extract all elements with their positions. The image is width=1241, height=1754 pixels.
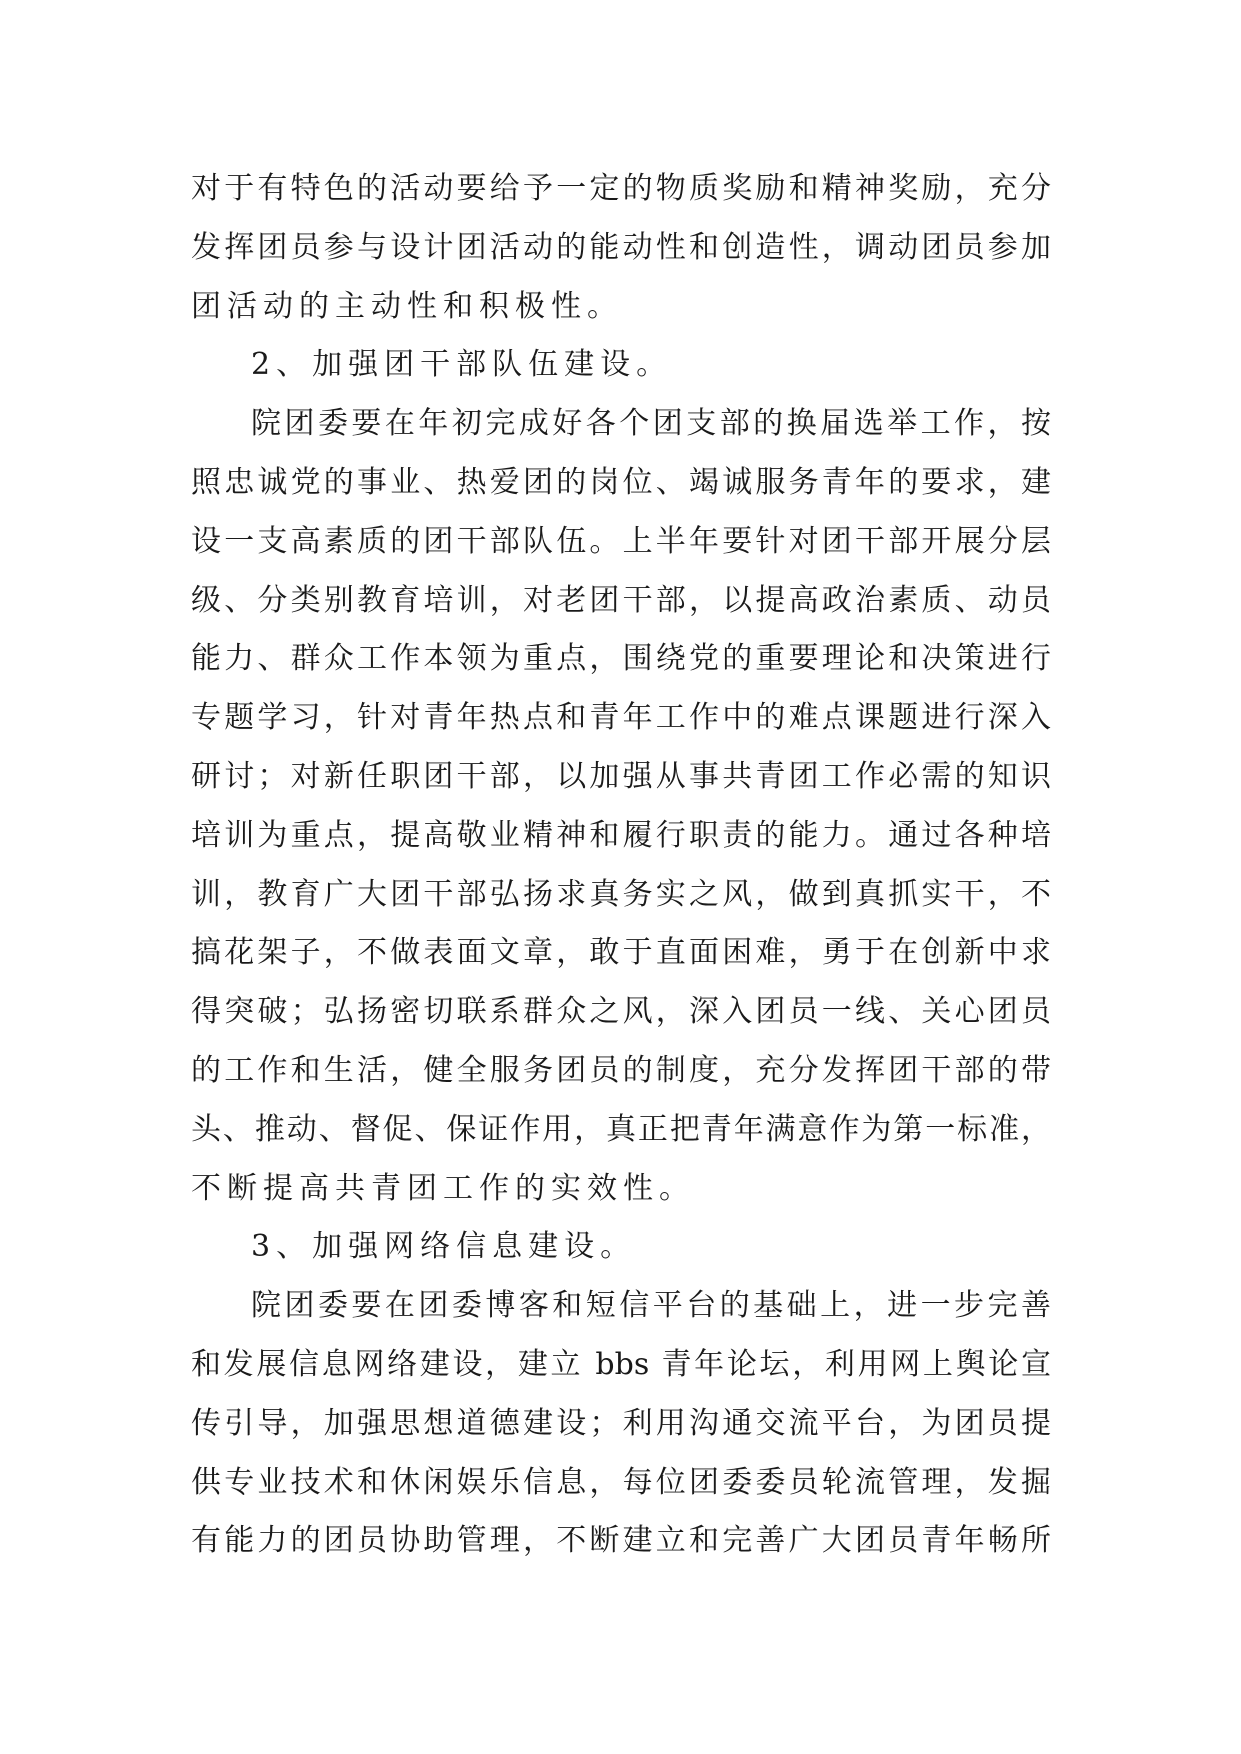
text-line: 和发展信息网络建设，建立 bbs 青年论坛，利用网上舆论宣 bbox=[191, 1346, 1051, 1382]
text-line: 对于有特色的活动要给予一定的物质奖励和精神奖励，充分 bbox=[191, 171, 1051, 206]
text-line: 照忠诚党的事业、热爱团的岗位、竭诚服务青年的要求，建 bbox=[191, 464, 1051, 500]
section-heading: 2、加强团干部队伍建设。 bbox=[251, 347, 673, 383]
text-line: 发挥团员参与设计团活动的能动性和创造性，调动团员参加 bbox=[191, 229, 1051, 265]
text-line: 训，教育广大团干部弘扬求真务实之风，做到真抓实干，不 bbox=[191, 876, 1051, 912]
text-line: 不断提高共青团工作的实效性。 bbox=[191, 1170, 695, 1206]
text-line: 有能力的团员协助管理，不断建立和完善广大团员青年畅所 bbox=[191, 1523, 1051, 1559]
section-heading: 3、加强网络信息建设。 bbox=[251, 1229, 637, 1265]
text-line: 设一支高素质的团干部队伍。上半年要针对团干部开展分层 bbox=[191, 523, 1051, 559]
text-line: 的工作和生活，健全服务团员的制度，充分发挥团干部的带 bbox=[191, 1052, 1051, 1088]
text-line: 得突破；弘扬密切联系群众之风，深入团员一线、关心团员 bbox=[191, 994, 1051, 1030]
text-line: 研讨；对新任职团干部，以加强从事共青团工作必需的知识 bbox=[191, 758, 1051, 794]
text-line: 头、推动、督促、保证作用，真正把青年满意作为第一标准， bbox=[191, 1111, 1051, 1147]
text-line: 搞花架子，不做表面文章，敢于直面困难，勇于在创新中求 bbox=[191, 935, 1051, 971]
text-line: 能力、群众工作本领为重点，围绕党的重要理论和决策进行 bbox=[191, 641, 1051, 677]
text-line: 院团委要在年初完成好各个团支部的换届选举工作，按 bbox=[251, 406, 1051, 442]
document-body bbox=[191, 160, 1051, 1571]
text-line: 专题学习，针对青年热点和青年工作中的难点课题进行深入 bbox=[191, 700, 1051, 736]
text-line: 级、分类别教育培训，对老团干部，以提高政治素质、动员 bbox=[191, 582, 1051, 618]
text-line: 供专业技术和休闲娱乐信息，每位团委委员轮流管理，发掘 bbox=[191, 1464, 1051, 1500]
text-line: 团活动的主动性和积极性。 bbox=[191, 288, 623, 324]
text-line: 传引导，加强思想道德建设；利用沟通交流平台，为团员提 bbox=[191, 1405, 1051, 1441]
text-line: 培训为重点，提高敬业精神和履行职责的能力。通过各种培 bbox=[191, 817, 1051, 853]
text-line: 院团委要在团委博客和短信平台的基础上，进一步完善 bbox=[251, 1288, 1051, 1324]
